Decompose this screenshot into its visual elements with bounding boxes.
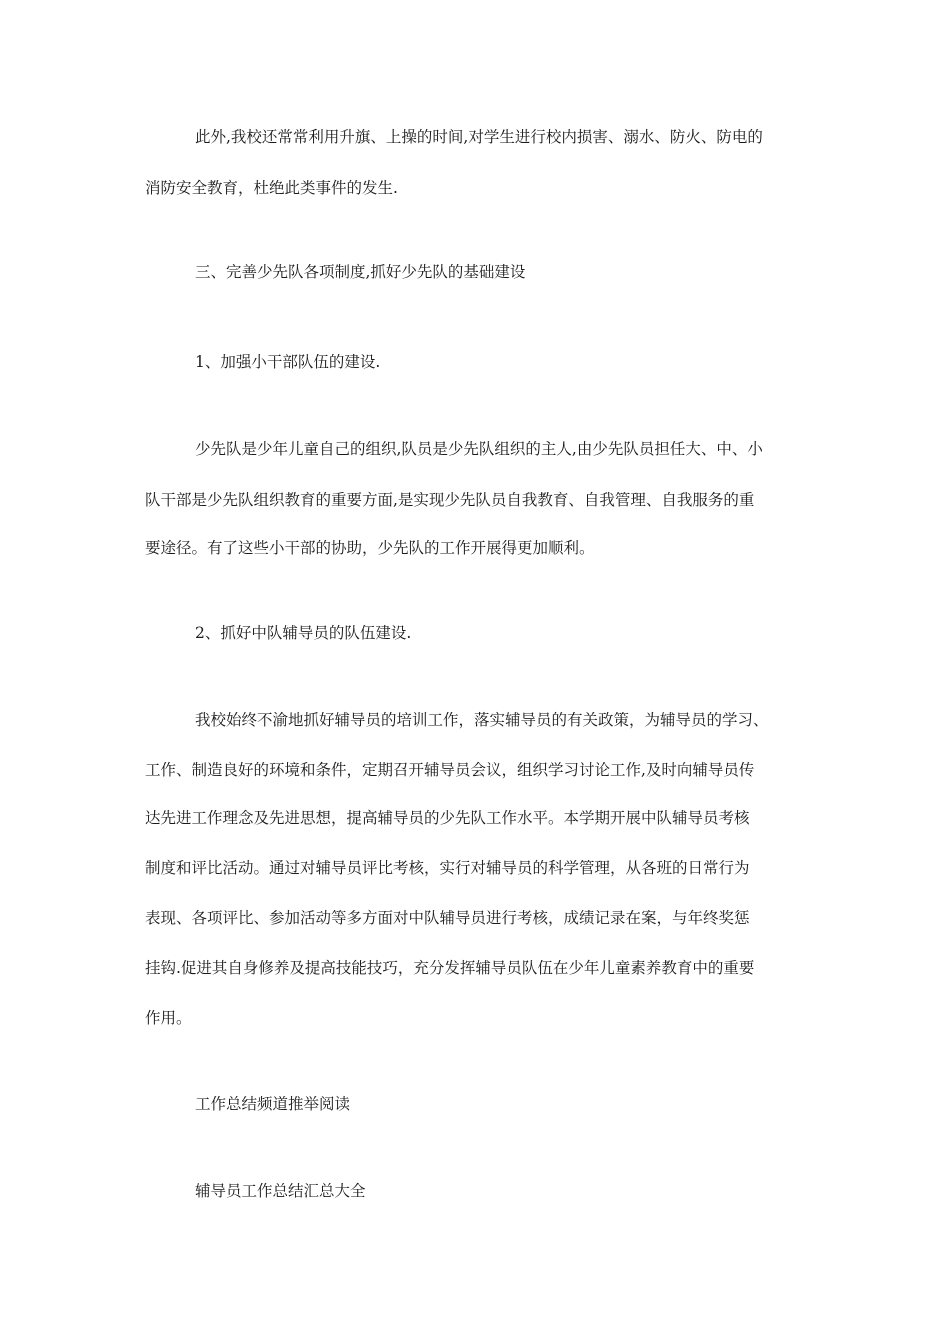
paragraph-line: 作用。 xyxy=(145,1009,192,1027)
paragraph-line: 工作、制造良好的环境和条件，定期召开辅导员会议，组织学习讨论工作,及时向辅导员传 xyxy=(145,761,755,779)
paragraph-line: 队干部是少先队组织教育的重要方面,是实现少先队员自我教育、自我管理、自我服务的重 xyxy=(145,491,755,509)
paragraph-line: 我校始终不渝地抓好辅导员的培训工作，落实辅导员的有关政策，为辅导员的学习、 xyxy=(195,711,769,729)
section-heading: 三、完善少先队各项制度,抓好少先队的基础建设 xyxy=(195,263,526,281)
paragraph-line: 达先进工作理念及先进思想，提高辅导员的少先队工作水平。本学期开展中队辅导员考核 xyxy=(145,809,750,827)
paragraph-line: 此外,我校还常常利用升旗、上操的时间,对学生进行校内损害、溺水、防火、防电的 xyxy=(195,128,763,146)
paragraph-line: 制度和评比活动。通过对辅导员评比考核，实行对辅导员的科学管理，从各班的日常行为 xyxy=(145,859,750,877)
paragraph-line: 表现、各项评比、参加活动等多方面对中队辅导员进行考核，成绩记录在案，与年终奖惩 xyxy=(145,909,750,927)
paragraph-line: 消防安全教育，杜绝此类事件的发生. xyxy=(145,179,398,197)
paragraph-line: 挂钩.促进其自身修养及提高技能技巧，充分发挥辅导员队伍在少年儿童素养教育中的重要 xyxy=(145,959,755,977)
paragraph-line: 少先队是少年儿童自己的组织,队员是少先队组织的主人,由少先队员担任大、中、小 xyxy=(195,440,763,458)
recommended-link[interactable]: 辅导员工作总结汇总大全 xyxy=(195,1182,366,1200)
paragraph-line: 要途径。有了这些小干部的协助，少先队的工作开展得更加顺利。 xyxy=(145,539,595,557)
subsection-heading: 2、抓好中队辅导员的队伍建设. xyxy=(195,624,412,642)
recommended-reading-heading: 工作总结频道推举阅读 xyxy=(195,1095,351,1113)
subsection-heading: 1、加强小干部队伍的建设. xyxy=(195,353,381,371)
